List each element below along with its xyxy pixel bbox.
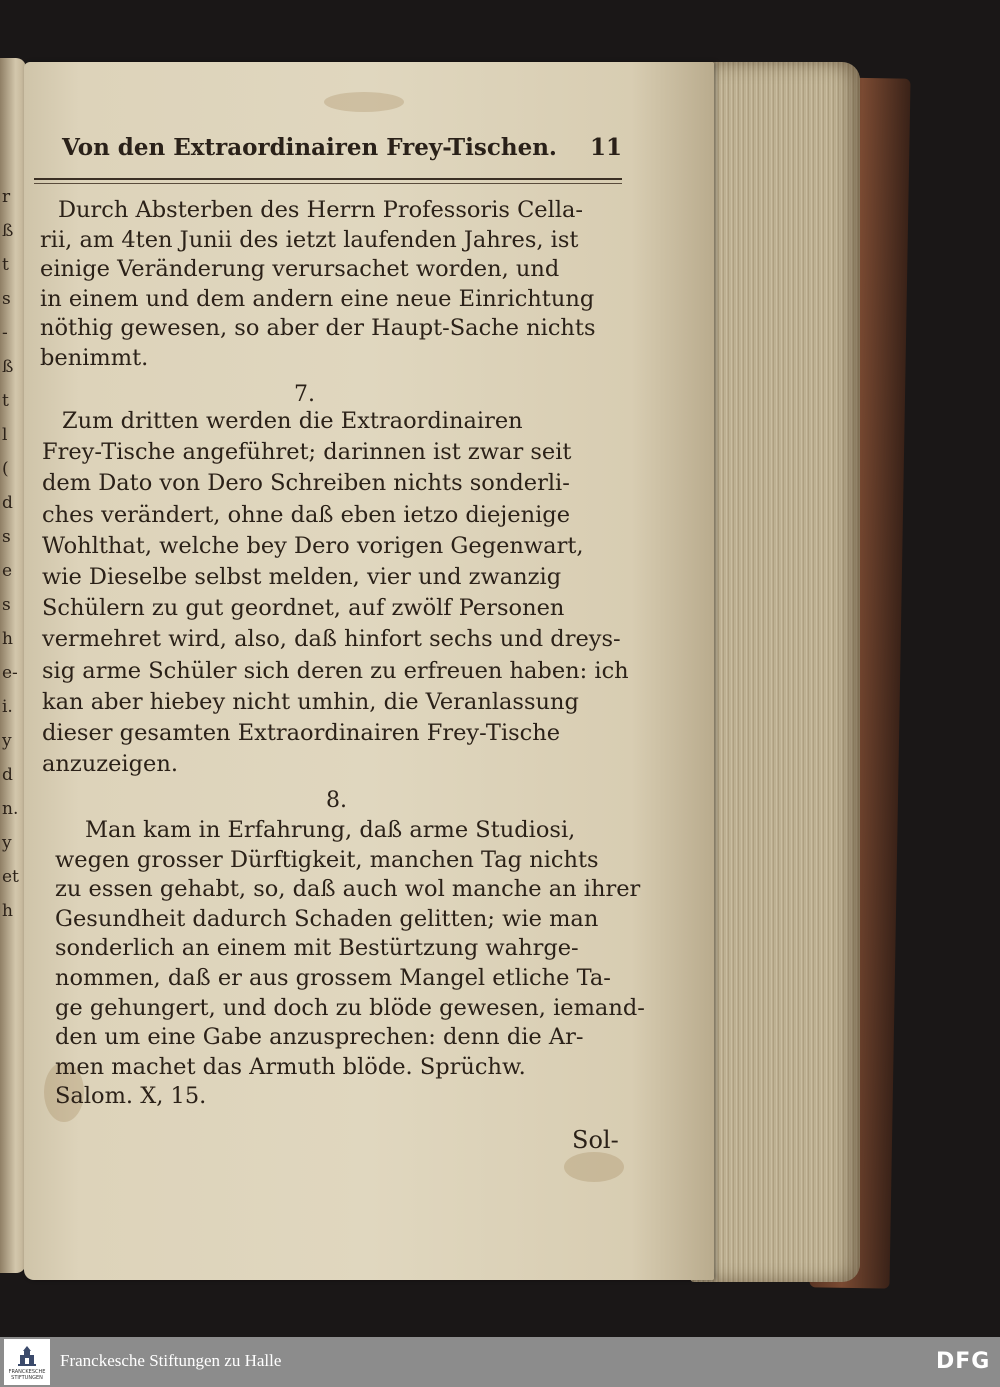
text-line: men machet das Armuth blöde. Sprüchw. [55, 1053, 526, 1080]
section-number-8: 8. [326, 788, 347, 813]
institution-name[interactable]: Franckesche Stiftungen zu Halle [60, 1351, 282, 1370]
left-page-letter: s [2, 595, 11, 615]
logo-text: FRANCKESCHE STIFTUNGEN [8, 1369, 46, 1381]
text-line: sonderlich an einem mit Bestürtzung wahrge- [55, 935, 579, 962]
left-page-letter: r [2, 187, 11, 207]
left-page-letter: s [2, 527, 11, 547]
institution-logo[interactable] [4, 1339, 50, 1385]
text-line: Durch Absterben des Herrn Professoris Cella- [58, 197, 584, 223]
text-line: Salom. X, 15. [55, 1083, 207, 1110]
text-line: Zum dritten werden die Extraordinairen [62, 408, 523, 434]
left-page-letter: t [2, 255, 9, 275]
left-page-letter: y [2, 731, 12, 751]
left-page-letter: i. [2, 697, 13, 717]
text-line: zu essen gehabt, so, daß auch wol manche an ihrer [55, 876, 641, 903]
text-line: dieser gesamten Extraordinairen Frey-Tische [42, 720, 561, 746]
text-line: kan aber hiebey nicht umhin, die Veranlassung [42, 688, 579, 715]
left-page-letter: d [2, 493, 13, 513]
text-line: ge gehungert, und doch zu blöde gewesen, iemand- [55, 994, 645, 1021]
text-line: benimmt. [40, 344, 149, 371]
text-line: Schülern zu gut geordnet, auf zwölf Personen [42, 595, 565, 622]
left-page-letter: s [2, 289, 11, 309]
text-line: rii, am 4ten Junii des ietzt laufenden Jahres, ist [40, 226, 579, 253]
text-line: vermehret wird, also, daß hinfort sechs und dreys- [42, 626, 621, 653]
left-page-letter: ß [2, 221, 14, 241]
text-line: anzuzeigen. [42, 751, 178, 778]
page-number: 11 [589, 134, 622, 161]
left-page-letter: - [2, 323, 8, 343]
text-line: nöthig gewesen, so aber der Haupt-Sache nichts [40, 315, 596, 341]
francke-foundation-icon [17, 1345, 37, 1367]
section-number-7: 7. [294, 382, 315, 407]
text-line: Man kam in Erfahrung, daß arme Studiosi, [85, 817, 576, 843]
left-page-letter: t [2, 391, 9, 411]
text-line: sig arme Schüler sich deren zu erfreuen haben: ich [42, 657, 629, 684]
text-line: den um eine Gabe anzusprechen: denn die Ar- [55, 1024, 584, 1051]
left-page-letter: h [2, 901, 13, 921]
dfg-logo[interactable]: DFG [936, 1349, 991, 1374]
text-line: einige Veränderung verursachet worden, und [40, 256, 560, 282]
left-page-letter: ß [2, 357, 14, 377]
text-line: dem Dato von Dero Schreiben nichts sonderli- [42, 470, 570, 497]
left-page-letter: y [2, 833, 12, 853]
text-line: nommen, daß er aus grossem Mangel etliche Ta- [55, 965, 611, 991]
running-head-title: Von den Extraordinairen Frey-Tischen. [62, 134, 557, 161]
left-page-letter: d [2, 765, 13, 785]
viewer-footer [0, 1337, 1000, 1387]
left-page-letter: l [2, 425, 8, 445]
catchword: Sol- [572, 1126, 619, 1154]
text-line: Wohlthat, welche bey Dero vorigen Gegenwart, [42, 532, 584, 559]
text-line: wegen grosser Dürftigkeit, manchen Tag nichts [55, 846, 599, 873]
text-line: Gesundheit dadurch Schaden gelitten; wie man [55, 905, 599, 932]
text-line: ches verändert, ohne daß eben ietzo diejenige [42, 501, 571, 528]
left-page-letter: n. [2, 799, 19, 819]
left-page-letter: h [2, 629, 13, 649]
left-page-letter: e [2, 561, 13, 581]
text-line: in einem und dem andern eine neue Einrichtung [40, 285, 595, 312]
left-page-letter: et [2, 867, 19, 887]
left-page-letter: e- [2, 663, 18, 683]
left-page-letter: ( [2, 459, 9, 479]
text-line: wie Dieselbe selbst melden, vier und zwanzig [42, 564, 562, 590]
text-line: Frey-Tische angeführet; darinnen ist zwar seit [42, 439, 572, 466]
